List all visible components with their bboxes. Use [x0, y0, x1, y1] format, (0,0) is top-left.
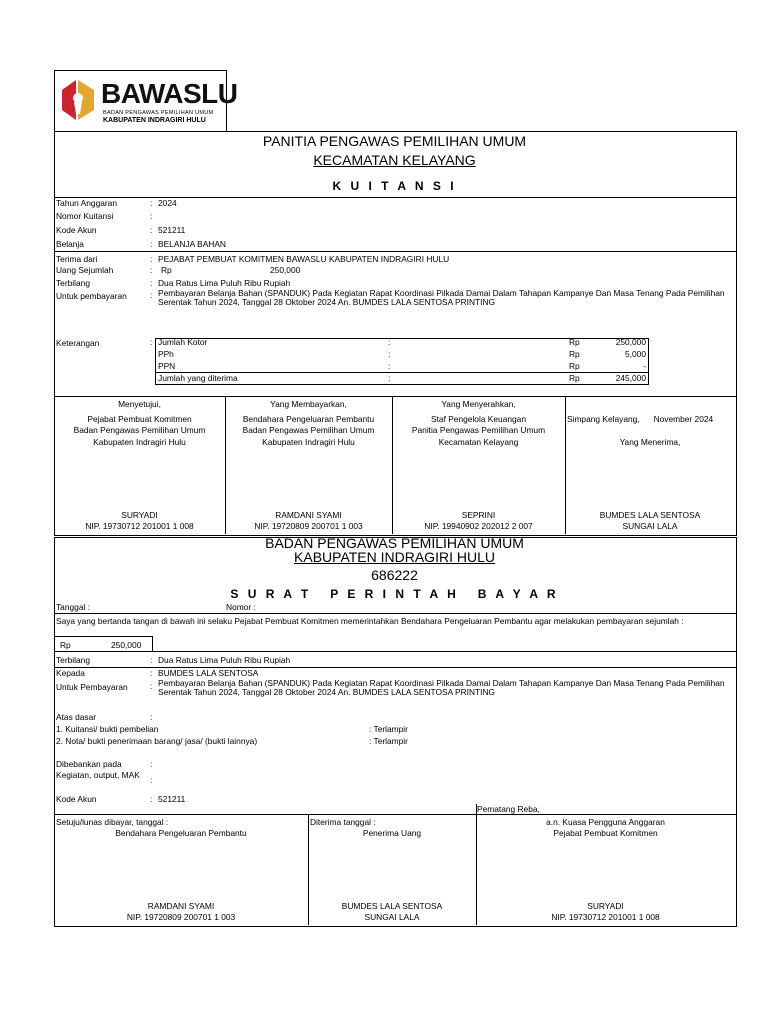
colon: :: [150, 655, 153, 665]
field-value-kode: 521211: [158, 225, 186, 235]
terbilang-label: Terbilang: [56, 278, 90, 288]
breakdown-amount: -: [643, 361, 646, 371]
sig3-role3: Panitia Pengawas Pemilihan Umum: [411, 425, 546, 435]
spb-atas-dasar-label: Atas dasar: [56, 712, 97, 722]
spb-sig2-nip: SUNGAI LALA: [364, 912, 420, 922]
colon: :: [150, 681, 153, 691]
colon: :: [150, 337, 153, 347]
colon: :: [150, 775, 153, 785]
breakdown-amount: 250,000: [615, 337, 646, 347]
breakdown-currency: Rp: [569, 373, 580, 383]
sig2-nip: NIP. 19720809 200701 1 003: [254, 521, 363, 531]
spb-place-date: Pematang Reba,: [477, 804, 540, 814]
field-label-tahun: Tahun Anggaran: [56, 198, 118, 208]
colon: :: [150, 290, 153, 300]
terima-dari-value: PEJABAT PEMBUAT KOMITMEN BAWASLU KABUPATEN INDRAGIRI HULU: [158, 254, 450, 264]
spb-kode-label: Kode Akun: [56, 794, 97, 804]
sig4-name: BUMDES LALA SENTOSA: [599, 510, 701, 520]
field-label-belanja: Belanja: [56, 239, 84, 249]
colon: :: [388, 373, 391, 383]
spb-untuk-label: Untuk Pembayaran: [56, 682, 128, 692]
sig1-role2: Pejabat Pembuat Komitmen: [87, 414, 192, 424]
sig2-role2: Bendahara Pengeluaran Pembantu: [242, 414, 375, 424]
breakdown-currency: Rp: [569, 361, 580, 371]
spb-kode-value: 521211: [158, 794, 186, 804]
spb-dasar-2: 2. Nota/ bukti penerimaan barang/ jasa/ (bukti lainnya): [56, 736, 258, 746]
field-value-tahun: 2024: [158, 198, 177, 208]
colon: :: [388, 349, 391, 359]
sig2-name: RAMDANI SYAMI: [275, 510, 342, 520]
colon: :: [150, 712, 153, 722]
spb-sig1-line1: Setuju/lunas dibayar, tanggal :: [56, 817, 169, 827]
sig3-nip: NIP. 19940902 202012 2 007: [424, 521, 533, 531]
sig1-role3: Badan Pengawas Pemilihan Umum: [73, 425, 206, 435]
breakdown-amount: 245,000: [615, 373, 646, 383]
colon: :: [388, 337, 391, 347]
kuitansi-title: K U I T A N S I: [332, 179, 457, 193]
spb-dasar-2-status: : Terlampir: [369, 736, 408, 746]
sig1-nip: NIP. 19730712 201001 1 008: [85, 521, 194, 531]
breakdown-currency: Rp: [569, 349, 580, 359]
spb-untuk-value: Pembayaran Belanja Bahan (SPANDUK) Pada Kegiatan Rapat Koordinasi Pilkada Damai Dalam Tahapan Kampanye Dan Masa Tenang Pada Pemilihan Serentak Tahun 2024, Tanggal 28 Oktober 2024 An. BUMDES LALA SENTOSA PRINTING: [158, 678, 725, 697]
field-value-belanja: BELANJA BAHAN: [158, 239, 226, 249]
sig2-role1: Yang Membayarkan,: [270, 399, 347, 409]
breakdown-label: PPh: [158, 349, 174, 359]
bawaslu-logo-icon: [60, 76, 96, 124]
spb-heading-1: BADAN PENGAWAS PEMILIHAN UMUM: [265, 535, 524, 551]
sig3-name: SEPRINI: [461, 510, 496, 520]
logo-tagline: BADAN PENGAWAS PEMILIHAN UMUM: [103, 110, 214, 116]
untuk-value: Pembayaran Belanja Bahan (SPANDUK) Pada Kegiatan Rapat Koordinasi Pilkada Damai Dalam Tahapan Kampanye Dan Masa Tenang Pada Pemilihan Serentak Tahun 2024, Tanggal 28 Oktober 2024 An. BUMDES LALA SENTOSA PRINTING: [158, 288, 725, 307]
sig1-name: SURYADI: [121, 510, 158, 520]
spb-kepada-value: BUMDES LALA SENTOSA: [158, 668, 259, 678]
spb-dibebankan-label: Dibebankan pada: [56, 759, 122, 769]
sig2-role4: Kabupaten Indragiri Hulu: [262, 437, 355, 447]
colon: :: [388, 361, 391, 371]
colon: :: [150, 265, 153, 275]
spb-number: 686222: [371, 567, 418, 583]
spb-terbilang-label: Terbilang: [56, 655, 90, 665]
spb-sig3-nip: NIP. 19730712 201001 1 008: [551, 912, 660, 922]
spb-sig3-line2: Pejabat Pembuat Komitmen: [553, 828, 658, 838]
spb-sig1-nip: NIP. 19720809 200701 1 003: [126, 912, 236, 922]
spb-currency: Rp: [60, 640, 71, 650]
terima-dari-label: Terima dari: [56, 254, 98, 264]
logo-name: BAWASLU: [101, 78, 238, 109]
colon: :: [150, 225, 153, 235]
logo-box: [54, 70, 238, 131]
spb-nomor-label: Nomor :: [226, 602, 256, 612]
breakdown-label: PPN: [158, 361, 176, 371]
spb-sig2-line2: Penerima Uang: [362, 828, 422, 838]
kuitansi-heading-2: KECAMATAN KELAYANG: [313, 152, 476, 168]
sig4-place-date: Simpang Kelayang, November 2024: [567, 414, 714, 424]
spb-sig2-line1: Diterima tanggal :: [310, 817, 376, 827]
colon: :: [150, 211, 153, 221]
spb-sig3-line1: a.n. Kuasa Pengguna Anggaran: [546, 817, 665, 827]
colon: :: [150, 198, 153, 208]
spb-dasar-1-status: : Terlampir: [369, 724, 408, 734]
spb-title: S U R A T P E R I N T A H B A Y A R: [230, 587, 559, 601]
untuk-label: Untuk pembayaran: [56, 291, 127, 301]
sig3-role1: Yang Menyerahkan,: [441, 399, 516, 409]
colon: :: [150, 759, 153, 769]
logo-region: KABUPATEN INDRAGIRI HULU: [103, 117, 206, 124]
uang-currency: Rp: [161, 265, 172, 275]
spb-sig1-name: RAMDANI SYAMI: [147, 901, 215, 911]
breakdown-label: Jumlah yang diterima: [158, 373, 238, 383]
spb-kegiatan-label: Kegiatan, output, MAK: [56, 770, 140, 780]
colon: :: [150, 278, 153, 288]
spb-heading-2: KABUPATEN INDRAGIRI HULU: [294, 549, 495, 565]
spb-sig3-name: SURYADI: [587, 901, 624, 911]
colon: :: [150, 239, 153, 249]
uang-label: Uang Sejumlah: [56, 265, 114, 275]
keterangan-label: Keterangan: [56, 338, 100, 348]
spb-amount: 250,000: [111, 640, 142, 650]
spb-intro: Saya yang bertanda tangan di bawah ini selaku Pejabat Pembuat Komitmen memerintahkan Bendahara Pengeluaran Pembantu agar melakukan pembayaran sejumlah :: [56, 616, 684, 626]
breakdown-currency: Rp: [569, 337, 580, 347]
spb-kepada-label: Kepada: [56, 668, 85, 678]
colon: :: [150, 668, 153, 678]
breakdown-label: Jumlah Kotor: [158, 337, 208, 347]
kuitansi-heading-1: PANITIA PENGAWAS PEMILIHAN UMUM: [262, 133, 527, 149]
field-label-kode: Kode Akun: [56, 225, 97, 235]
uang-amount: 250,000: [270, 265, 301, 275]
spb-tanggal-label: Tanggal :: [56, 602, 90, 612]
colon: :: [150, 794, 153, 804]
terbilang-value: Dua Ratus Lima Puluh Ribu Rupiah: [158, 278, 291, 288]
spb-dasar-1: 1. Kuitansi/ bukti pembelian: [56, 724, 159, 734]
spb-sig1-line2: Bendahara Pengeluaran Pembantu: [115, 828, 247, 838]
sig4-nip: SUNGAI LALA: [622, 521, 678, 531]
sig4-role4: Yang Menerima,: [619, 437, 681, 447]
spb-sig2-name: BUMDES LALA SENTOSA: [341, 901, 443, 911]
sig1-role1: Menyetujui,: [118, 399, 161, 409]
breakdown-amount: 5,000: [625, 349, 646, 359]
sig3-role4: Kecamatan Kelayang: [438, 437, 519, 447]
sig3-role2: Staf Pengelola Keuangan: [431, 414, 526, 424]
colon: :: [150, 254, 153, 264]
field-label-nomor: Nomor Kuitansi: [56, 211, 114, 221]
sig1-role4: Kabupaten Indragiri Hulu: [93, 437, 186, 447]
spb-terbilang-value: Dua Ratus Lima Puluh Ribu Rupiah: [158, 655, 291, 665]
sig2-role3: Badan Pengawas Pemilihan Umum: [242, 425, 375, 435]
